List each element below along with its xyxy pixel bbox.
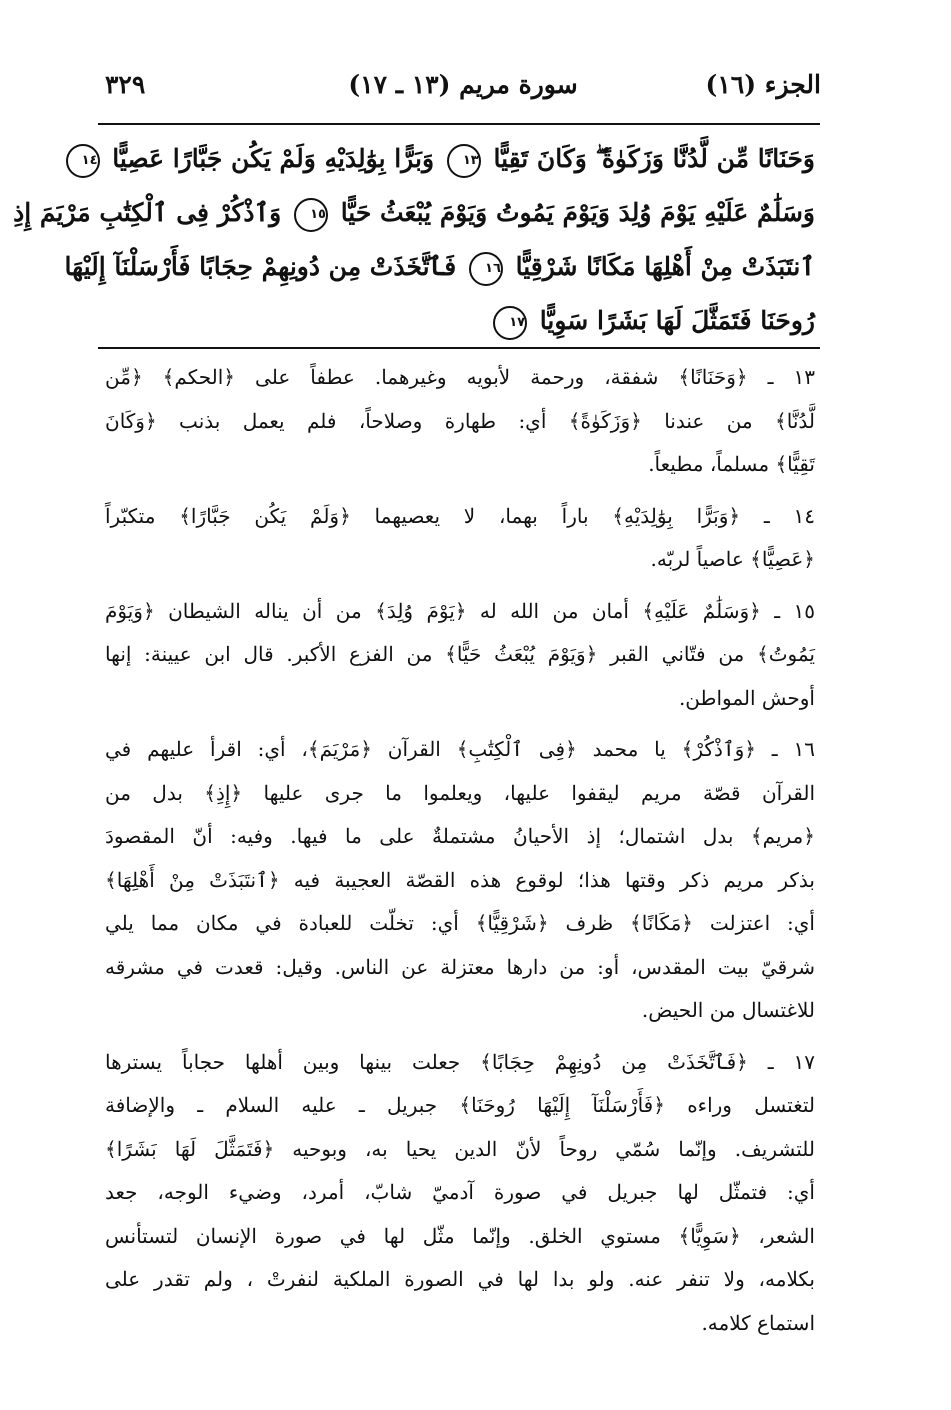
- commentary-line: بكلامه، ولا تنفر عنه. ولو بدا لها في الصورة الملكية لنفرتْ ، ولم تقدر على: [105, 1267, 815, 1291]
- quran-line: [105, 294, 815, 348]
- quran-segment: ٱنتَبَذَتْ مِنْ أَهْلِهَا مَكَانًا شَرْقِيًّا: [515, 252, 815, 281]
- quran-segment: وَٱذْكُرْ فِى ٱلْكِتَٰبِ مَرْيَمَ إِذِ: [13, 198, 282, 227]
- commentary-line: يَمُوتُ﴾ من فتّاني القبر ﴿وَيَوْمَ يُبْعَثُ حَيًّا﴾ من الفزع الأكبر. قال ابن عيينة: إنها: [105, 642, 815, 666]
- ayah-marker-icon: ١٦: [469, 252, 503, 286]
- ayah-marker-icon: ١٣: [447, 144, 481, 178]
- ayah-marker-icon: ١٤: [66, 144, 100, 178]
- commentary-line: ﴿عَصِيًّا﴾ عاصياً لربّه.: [650, 547, 815, 571]
- commentary-block: [105, 356, 815, 1353]
- commentary-line: بذكر مريم ذكر وقتها هذا؛ لوقوع هذه القصّة العجيبة فيه ﴿ٱنتَبَذَتْ مِنْ أَهْلِهَا﴾: [105, 867, 815, 892]
- commentary-line: ١٦ ـ ﴿وَٱذْكُرْ﴾ يا محمد ﴿فِى ٱلْكِتَٰبِ﴾ القرآن ﴿مَرْيَمَ﴾، أي: اقرأ عليهم في: [105, 737, 815, 761]
- commentary-line: ١٣ ـ ﴿وَحَنَانًا﴾ شفقة، ورحمة لأبويه وغيرهما. عطفاً على ﴿الحكم﴾ ﴿مِّن: [105, 365, 815, 389]
- commentary-line: لتغتسل وراءه ﴿فَأَرْسَلْنَآ إِلَيْهَا رُوحَنَا﴾ جبريل ـ عليه السلام ـ والإضافة: [105, 1093, 815, 1117]
- quran-text-block: [13, 132, 815, 348]
- commentary-paragraph: [105, 1041, 815, 1346]
- commentary-line: أي: اعتزلت ﴿مَكَانًا﴾ ظرف ﴿شَرْقِيًّا﴾ أي: تخلّت للعبادة في مكان مما يلي: [105, 911, 815, 935]
- commentary-line: استماع كلامه.: [701, 1310, 815, 1335]
- commentary-line: للتشريف. وإنّما سُمّي روحاً لأنّ الدين يحيا به، وبوحيه ﴿فَتَمَثَّلَ لَهَا بَشَرًا﴾: [105, 1136, 815, 1161]
- commentary-line: الشعر، ﴿سَوِيًّا﴾ مستوي الخلق. وإنّما مثّل لها في صورة الإنسان لتستأنس: [105, 1223, 815, 1248]
- commentary-paragraph: [105, 356, 815, 487]
- commentary-paragraph: [105, 590, 815, 721]
- commentary-line: القرآن قصّة مريم ليقفوا عليها، ويعلموا ما جرى عليها ﴿إِذِ﴾ بدل من: [105, 780, 815, 805]
- page-header: [105, 70, 821, 114]
- commentary-line: شرقيّ بيت المقدس، أو: من دارها معتزلة عن الناس. وقيل: قعدت في مشرقه: [105, 954, 815, 979]
- quran-line: [13, 186, 815, 240]
- commentary-paragraph: [105, 495, 815, 582]
- quran-segment: فَٱتَّخَذَتْ مِن دُونِهِمْ حِجَابًا فَأَرْسَلْنَآ إِلَيْهَا: [64, 252, 457, 281]
- quran-segment: رُوحَنَا فَتَمَثَّلَ لَهَا بَشَرًا سَوِيًّا: [539, 306, 815, 335]
- commentary-line: ١٥ ـ ﴿وَسَلَٰمٌ عَلَيْهِ﴾ أمان من الله له ﴿يَوْمَ وُلِدَ﴾ من أن يناله الشيطان ﴿وَيَوْمَ: [105, 598, 815, 623]
- commentary-line: أي: فتمثّل لها جبريل في صورة آدميّ شابّ، أمرد، وضيء الوجه، جعد: [105, 1180, 815, 1204]
- page-number: ٣٢٩: [105, 70, 146, 99]
- quran-segment: وَبَرًّا بِوَٰلِدَيْهِ وَلَمْ يَكُن جَبَّارًا عَصِيًّا: [112, 144, 435, 173]
- commentary-line: ١٧ ـ ﴿فَٱتَّخَذَتْ مِن دُونِهِمْ حِجَابًا﴾ جعلت بينها وبين أهلها حجاباً يسترها: [105, 1049, 815, 1074]
- header-divider: [98, 123, 820, 125]
- commentary-line: للاغتسال من الحيض.: [641, 998, 815, 1022]
- commentary-paragraph: [105, 728, 815, 1033]
- commentary-line: ﴿مريم﴾ بدل اشتمال؛ إذ الأحيانُ مشتملةٌ على ما فيها. وفيه: أنّ المقصودَ: [105, 824, 815, 848]
- quran-line: [81, 132, 815, 186]
- quran-segment: وَسَلَٰمٌ عَلَيْهِ يَوْمَ وُلِدَ وَيَوْمَ يَمُوتُ وَيَوْمَ يُبْعَثُ حَيًّا: [340, 198, 815, 227]
- commentary-line: أوحش المواطن.: [678, 685, 815, 710]
- surah-title: سورة مريم (١٣ ـ ١٧): [348, 70, 578, 99]
- commentary-line: لَّدُنَّا﴾ من عندنا ﴿وَزَكَوٰةً﴾ أي: طهارة وصلاحاً، فلم يعمل بذنب ﴿وَكَانَ: [105, 408, 815, 433]
- commentary-line: تَقِيًّا﴾ مسلماً، مطيعاً.: [648, 452, 815, 476]
- quran-line: [64, 240, 815, 294]
- section-divider: [98, 347, 820, 349]
- ayah-marker-icon: ١٥: [294, 198, 328, 232]
- ayah-marker-icon: ١٧: [493, 306, 527, 340]
- juz-label: الجزء (١٦): [705, 70, 821, 99]
- quran-segment: وَحَنَانًا مِّن لَّدُنَّا وَزَكَوٰةً ۖ وَكَانَ تَقِيًّا: [493, 144, 815, 173]
- commentary-line: ١٤ ـ ﴿وَبَرًّا بِوَٰلِدَيْهِ﴾ باراً بهما، لا يعصيهما ﴿وَلَمْ يَكُن جَبَّارًا﴾ متكبّراً: [105, 503, 815, 528]
